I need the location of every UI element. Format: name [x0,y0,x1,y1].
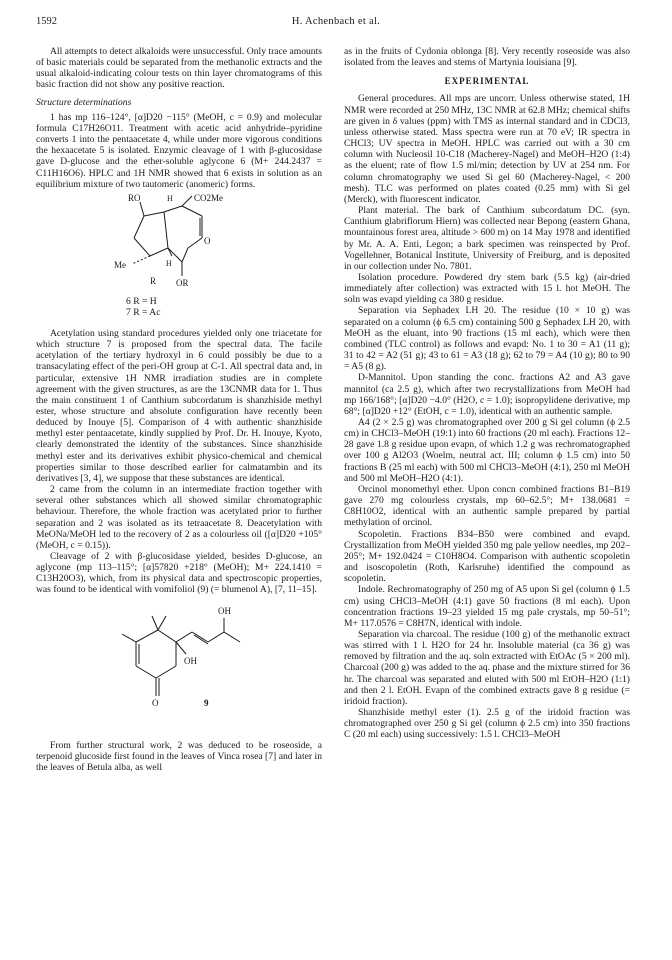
paragraph-charcoal: Separation via charcoal. The residue (100 g) of the methanolic extract was stirred with 1 l. H2O for 24 hr. Insoluble material (ca 36 g) was removed by filtration and the aq. soln extracted with EtOAc (5 × 200 ml). Charcoal (200 g) was added to the aq. phase and the mixture stirred for 36 hr. The charcoal was separated and eluted with 500 ml EtOH–H2O (1:1) and then 2 l. EtOH. Evapn of the combined extracts gave 8 g residue (= iridoid fraction). [344,628,630,707]
left-column [36,46,322,773]
page-header [36,16,636,30]
paragraph-plant-material: Plant material. The bark of Canthium subcordatum DC. (syn. Canthium glabriflorum Hiern) was collected near Bepong (eastern Ghana, mountainous forest area, altitude > 600 m) on 14 May 1978 and identified by Mr. A. A. Enti, Legon; a bark specimen was reinspected by Prof. Vogellehner, Botanical Institute, University of Freiburg, and is deposited in our collection under No. 7801. [344,205,630,272]
paragraph-shanzhiside: Shanzhiside methyl ester (1). 2.5 g of the iridoid fraction was chromatographed over 250 g Si gel (column ϕ 2.5 cm) into 350 fractions C (20 ml each) using successively: 1.5 l. CHCl3–MeOH [344,707,630,741]
h-label-bottom: H [166,258,172,268]
or-label: OR [176,277,189,288]
right-column [344,46,630,741]
paragraph-scopoletin: Scopoletin. Fractions B34–B50 were combined and evapd. Crystallization from MeOH yielded 350 mg pale yellow needles, mp 202–205°; M+ 192.0424 = C10H8O4. Comparison with authentic scopoletin and isoscopoletin (Roth, Karlsruhe) identified the compound as scopoletin. [344,528,630,585]
paragraph-compound-1: 1 has mp 116–124°, [α]D20 −115° (MeOH, c = 0.9) and molecular formula C17H26O11. Treatment with acetic acid anhydride–pyridine converts 1 into the pentaacetate 4, while under more vigorous conditions the hexaacetate 5 is isolated. Enzymic cleavage of 1 with β-glucosidase gave D-glucose and the ether-soluble aglycone 6 (M+ 244.2437 = C11H16O6). HPLC and 1H NMR showed that 6 exists in solution as an equilibrium mixture of two tautomeric (anomeric) forms. [36,111,322,190]
me-label: Me [114,259,126,270]
paragraph-orcinol: Orcinol monomethyl ether. Upon concn combined fractions B1–B19 gave 270 mg colourless crystals, mp 60–62.5°; M+ 138.0681 = C8H10O2, identical with an authentic sample prepared by partial methylation of orcinol. [344,483,630,529]
paragraph-general-procedures: General procedures. All mps are uncorr. Unless otherwise stated, 1H NMR were recorded at 250 MHz, 13C NMR at 62.8 MHz; chemical shifts are given in δ values (ppm) with TMS as internal standard and in CDCl3, unless otherwise stated. Mass spectra were run at 70 eV; IR spectra in CHCl3; UV spectra in MeOH. HPLC was carried out with a 30 cm column with Nucleosil 10-C18 (Macherey-Nagel) and MeOH–H2O (1:4) as the eluent; rate of flow 1.5 ml/min; detection by UV at 254 nm. For column chromatography we used Si gel 60 (Macherey-Nagel, < 200 mesh). TLC was performed on plates coated (0.25 mm) with Si gel (Merck), with fluorescent indicator. [344,93,630,205]
iridoid-structure-drawing [106,192,256,296]
ketone-o-label: O [152,697,159,708]
compound-labels [126,296,160,318]
structure-6-7 [36,192,322,320]
paragraph-roseoside: From further structural work, 2 was deduced to be roseoside, a terpenoid glucoside first found in the leaves of Vinca rosea [7] and later in the leaves of Betula alba, as well [36,739,322,773]
paragraph-mannitol: D-Mannitol. Upon standing the conc. fractions A2 and A3 gave mannitol (ca 2.5 g), which after two recrystallizations from MeOH had mp 166/168°; [α]D20 −4.0° (H2O, c = 1.0); isopropylidene derivative, mp 68°; [α]D20 +12° (EtOH, c = 1.0), identical with an authentic sample. [344,372,630,417]
oh-top-label: OH [218,605,231,616]
h-label: H [167,193,173,203]
paragraph-acetylation: Acetylation using standard procedures yielded only one triacetate for which structure 7 is proposed from the spectral data. The facile acetylation of the tertiary hydroxyl in 6 could possibly be due to a transacylating effect of the peri-OH group at C-1. All spectral data and, in particular, extensive 1H NMR irradiation studies are in complete agreement with the given structures, as are the 13CNMR data for 1. Thus the main constituent 1 of Canthium subcordatum is shanzhiside methyl ester, whose structure and absolute configuration have recently been deduced by Inouye [5]. Comparison of 4 with authentic shanzhiside methyl ester pentaacetate, kindly supplied by Prof. Dr. H. Inouye, Kyoto, clearly demonstrated the identity of the substances. Since shanzhiside methyl ester and its derivatives exhibit physico-chemical and chemical properties similar to those described earlier for calmatambin and its derivatives [3, 4], we suppose that these substances are identical. [36,327,322,484]
section-heading-structure: Structure determinations [36,96,132,108]
ro-label: RO [128,192,141,203]
oh-ring-label: OH [184,655,197,666]
running-head: H. Achenbach et al. [291,16,381,27]
r-label: R [150,275,157,286]
paragraph-alkaloids: All attempts to detect alkaloids were unsuccessful. Only trace amounts of basic materials could be separated from the methanolic extracts and the usual alkaloid-indicating colour tests on thin layer chromatograms of this basic fraction did not show any positive reaction. [36,46,322,91]
structure-9 [36,602,322,732]
paragraph-isolation: Isolation procedure. Powdered dry stem bark (5.5 kg) (air-dried immediately after collection) was extracted with 15 l. hot MeOH. The soln was evapd yielding ca 380 g residue. [344,271,630,306]
vomifoliol-structure-drawing [96,602,256,728]
experimental-heading: EXPERIMENTAL [444,76,530,87]
paragraph-indole: Indole. Rechromatography of 250 mg of A5 upon Si gel (column ϕ 1.5 cm) using CHCl3–MeOH (4:1) gave 50 fractions (8 ml each). Upon concentration fractions 19–23 yielded 15 mg pale crystals, mp 50–51°; M+ 117.0576 = C8H7N, identical with indole. [344,584,630,629]
paragraph-cleavage: Cleavage of 2 with β-glucosidase yielded, besides D-glucose, an aglycone (mp 113–115°; [α]57820 +218° (MeOH); M+ 224.1410 = C13H20O3), which, from its physical data and spectroscopic properties, was found to be identical with vomifoliol (9) (= blumenol A), [7, 11–15]. [36,551,322,596]
paragraph-compound-2: 2 came from the column in an intermediate fraction together with several other substances which all showed similar chromatographic behaviour. Therefore, the whole fraction was acetylated prior to further separation and 2 was isolated as its tetraacetate 8. Deacetylation with MeONa/MeOH led to the recovery of 2 as a colourless oil ([α]D20 +105° (MeOH, c = 0.15)). [36,484,322,551]
page-number: 1592 [36,16,57,27]
label-compound-7: 7 R = Ac [126,306,161,318]
compound-9-label: 9 [204,697,209,708]
paragraph-sephadex: Separation via Sephadex LH 20. The residue (10 × 10 g) was separated on a column (ϕ 6.5 cm) containing 500 g Sephadex LH 20, with MeOH as the eluant, into 90 fractions (15 ml each), which were then combined (TLC control) as follows and evapd: No. 1 to 30 = A1 (11 g); 31 to 42 = A2 (51 g); 43 to 61 = A3 (18 g); 62 to 79 = A4 (10 g); 80 to 90 = A5 (8 g). [344,305,630,373]
paragraph-roseoside-continued: as in the fruits of Cydonia oblonga [8]. Very recently roseoside was also isolated from the leaves and stems of Martynia louisiana [9]. [344,46,630,69]
label-compound-6: 6 R = H [126,295,157,307]
co2me-label: CO2Me [194,192,223,203]
paragraph-a4: A4 (2 × 2.5 g) was chromatographed over 200 g Si gel column (ϕ 2.5 cm) in CHCl3–MeOH (19:1) into 60 fractions (20 ml each). Fractions 12–28 gave 1.8 g residue upon evapn, of which 1.2 g was rechromatographed over 100 g Al2O3 (Woelm, neutral act. III; column ϕ 1.5 cm) into 50 fractions B (25 ml each) with 500 ml CHCl3–MeOH (4:1), 250 ml MeOH and 500 ml MeOH–H2O (4:1). [344,417,630,484]
ring-o-label: O [204,235,211,246]
